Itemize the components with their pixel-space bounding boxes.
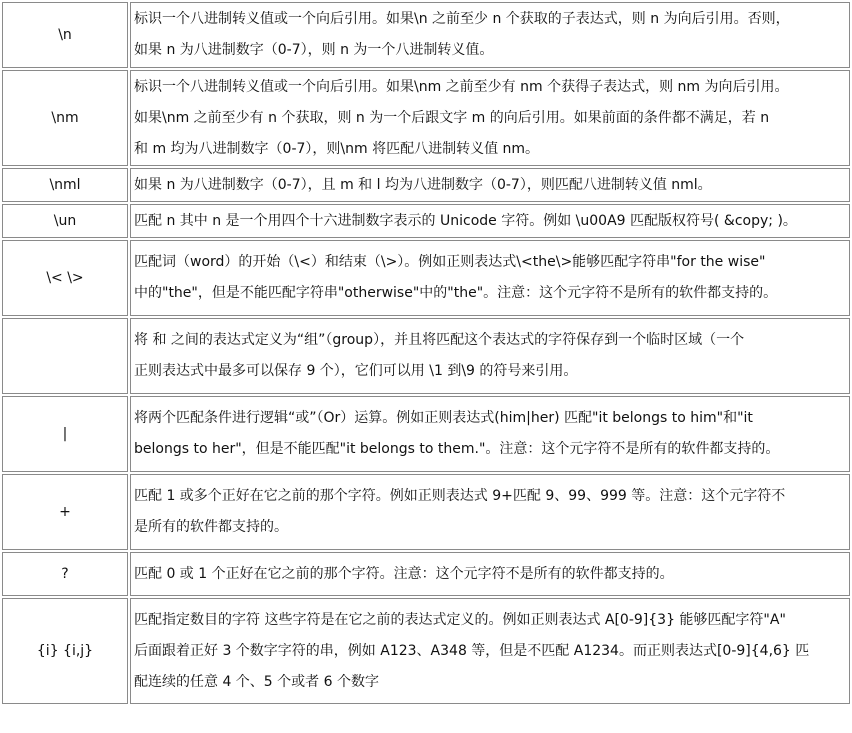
description-cell: 匹配 n 其中 n 是一个用四个十六进制数字表示的 Unicode 字符。例如 \u00A9 匹配版权符号( &copy; )。 — [130, 204, 850, 238]
symbol-cell: \nml — [2, 168, 128, 202]
table-row — [2, 168, 850, 202]
symbol-cell: ? — [2, 552, 128, 596]
symbol-cell: \n — [2, 2, 128, 68]
table-row — [2, 240, 850, 316]
symbol-cell: \< \> — [2, 240, 128, 316]
description-cell: 将两个匹配条件进行逻辑“或”（Or）运算。例如正则表达式(him|her) 匹配"it belongs to him"和"it belongs to her"，但是不能匹配"it belongs to them."。注意：这个元字符不是所有的软件都支持的。 — [130, 396, 850, 472]
symbol-cell: {i} {i,j} — [2, 598, 128, 704]
table-row — [2, 474, 850, 550]
description-cell: 如果 n 为八进制数字（0-7），且 m 和 l 均为八进制数字（0-7），则匹配八进制转义值 nml。 — [130, 168, 850, 202]
symbol-cell — [2, 318, 128, 394]
symbol-cell: \nm — [2, 70, 128, 166]
table-row — [2, 598, 850, 704]
description-cell: 匹配指定数目的字符 这些字符是在它之前的表达式定义的。例如正则表达式 A[0-9]{3} 能够匹配字符"A" 后面跟着正好 3 个数字字符的串，例如 A123、A348 等，但是不匹配 A1234。而正则表达式[0-9]{4,6} 匹 配连续的任意 4 个、5 个或者 6 个数字 — [130, 598, 850, 704]
table-row — [2, 396, 850, 472]
table-row — [2, 70, 850, 166]
description-cell: 标识一个八进制转义值或一个向后引用。如果\n 之前至少 n 个获取的子表达式，则 n 为向后引用。否则， 如果 n 为八进制数字（0-7），则 n 为一个八进制转义值。 — [130, 2, 850, 68]
description-cell: 匹配词（word）的开始（\<）和结束（\>）。例如正则表达式\<the\>能够匹配字符串"for the wise" 中的"the"，但是不能匹配字符串"otherwise"中的"the"。注意：这个元字符不是所有的软件都支持的。 — [130, 240, 850, 316]
description-cell: 标识一个八进制转义值或一个向后引用。如果\nm 之前至少有 nm 个获得子表达式，则 nm 为向后引用。 如果\nm 之前至少有 n 个获取，则 n 为一个后跟文字 m 的向后引用。如果前面的条件都不满足，若 n 和 m 均为八进制数字（0-7），则\nm 将匹配八进制转义值 nm。 — [130, 70, 850, 166]
table-row — [2, 552, 850, 596]
symbol-cell: + — [2, 474, 128, 550]
description-cell: 匹配 1 或多个正好在它之前的那个字符。例如正则表达式 9+匹配 9、99、999 等。注意：这个元字符不 是所有的软件都支持的。 — [130, 474, 850, 550]
table-row — [2, 2, 850, 68]
description-cell: 将 和 之间的表达式定义为“组”（group），并且将匹配这个表达式的字符保存到一个临时区域（一个 正则表达式中最多可以保存 9 个），它们可以用 \1 到\9 的符号来引用。 — [130, 318, 850, 394]
description-cell: 匹配 0 或 1 个正好在它之前的那个字符。注意：这个元字符不是所有的软件都支持的。 — [130, 552, 850, 596]
table-row — [2, 204, 850, 238]
table-row — [2, 318, 850, 394]
symbol-cell: | — [2, 396, 128, 472]
symbol-cell: \un — [2, 204, 128, 238]
